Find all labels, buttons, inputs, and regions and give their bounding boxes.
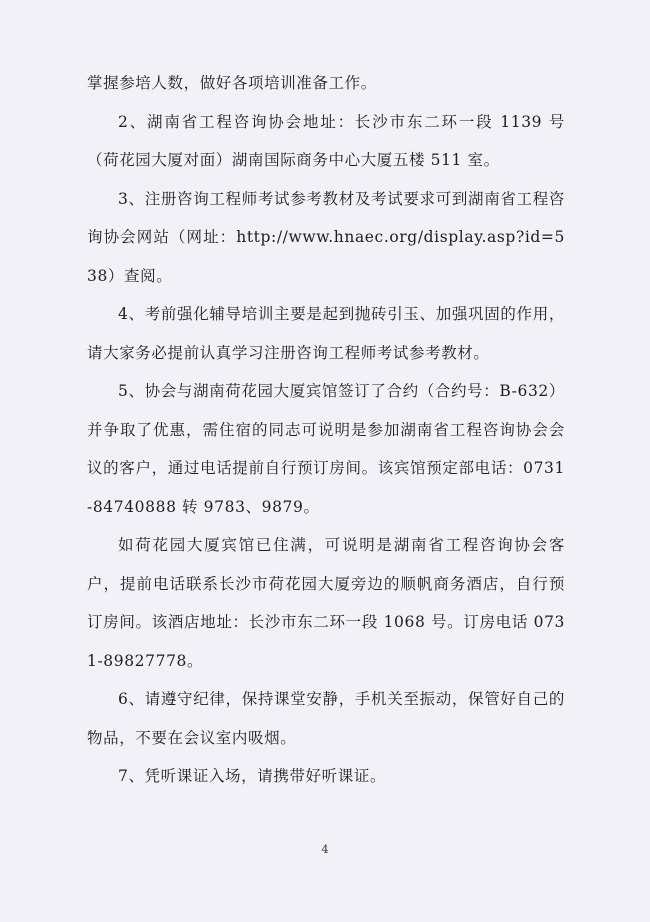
paragraph-item-6-discipline: 6、请遵守纪律，保持课堂安静，手机关至振动，保管好自己的物品，不要在会议室内吸烟。 xyxy=(87,690,565,747)
paragraph-item-3-materials: 3、注册咨询工程师考试参考教材及考试要求可到湖南省工程咨询协会网站（网址：http://www.hnaec.org/display.asp?id=538）查阅。 xyxy=(87,189,565,285)
paragraph-continuation: 掌握参培人数，做好各项培训准备工作。 xyxy=(87,74,377,92)
paragraph-item-4-training: 4、考前强化辅导培训主要是起到抛砖引玉、加强巩固的作用，请大家务必提前认真学习注册咨询工程师考试参考教材。 xyxy=(87,305,565,362)
paragraph-item-5-hotel: 5、协会与湖南荷花园大厦宾馆签订了合约（合约号：B-632）并争取了优惠，需住宿的同志可说明是参加湖南省工程咨询协会会议的客户，通过电话提前自行预订房间。该宾馆预定部电话：0731-84740888 转 9783、9879。 xyxy=(87,382,565,516)
paragraph-item-2-address: 2、湖南省工程咨询协会地址：长沙市东二环一段 1139 号（荷花园大厦对面）湖南国际商务中心大厦五楼 511 室。 xyxy=(87,112,565,169)
page-number: 4 xyxy=(321,843,329,856)
document-body xyxy=(87,64,565,796)
paragraph-item-7-admission: 7、凭听课证入场，请携带好听课证。 xyxy=(118,767,387,785)
paragraph-alternate-hotel: 如荷花园大厦宾馆已住满，可说明是湖南省工程咨询协会客户，提前电话联系长沙市荷花园大厦旁边的顺帆商务酒店，自行预订房间。该酒店地址：长沙市东二环一段 1068 号。订房电话 0731-89827778。 xyxy=(87,536,565,670)
